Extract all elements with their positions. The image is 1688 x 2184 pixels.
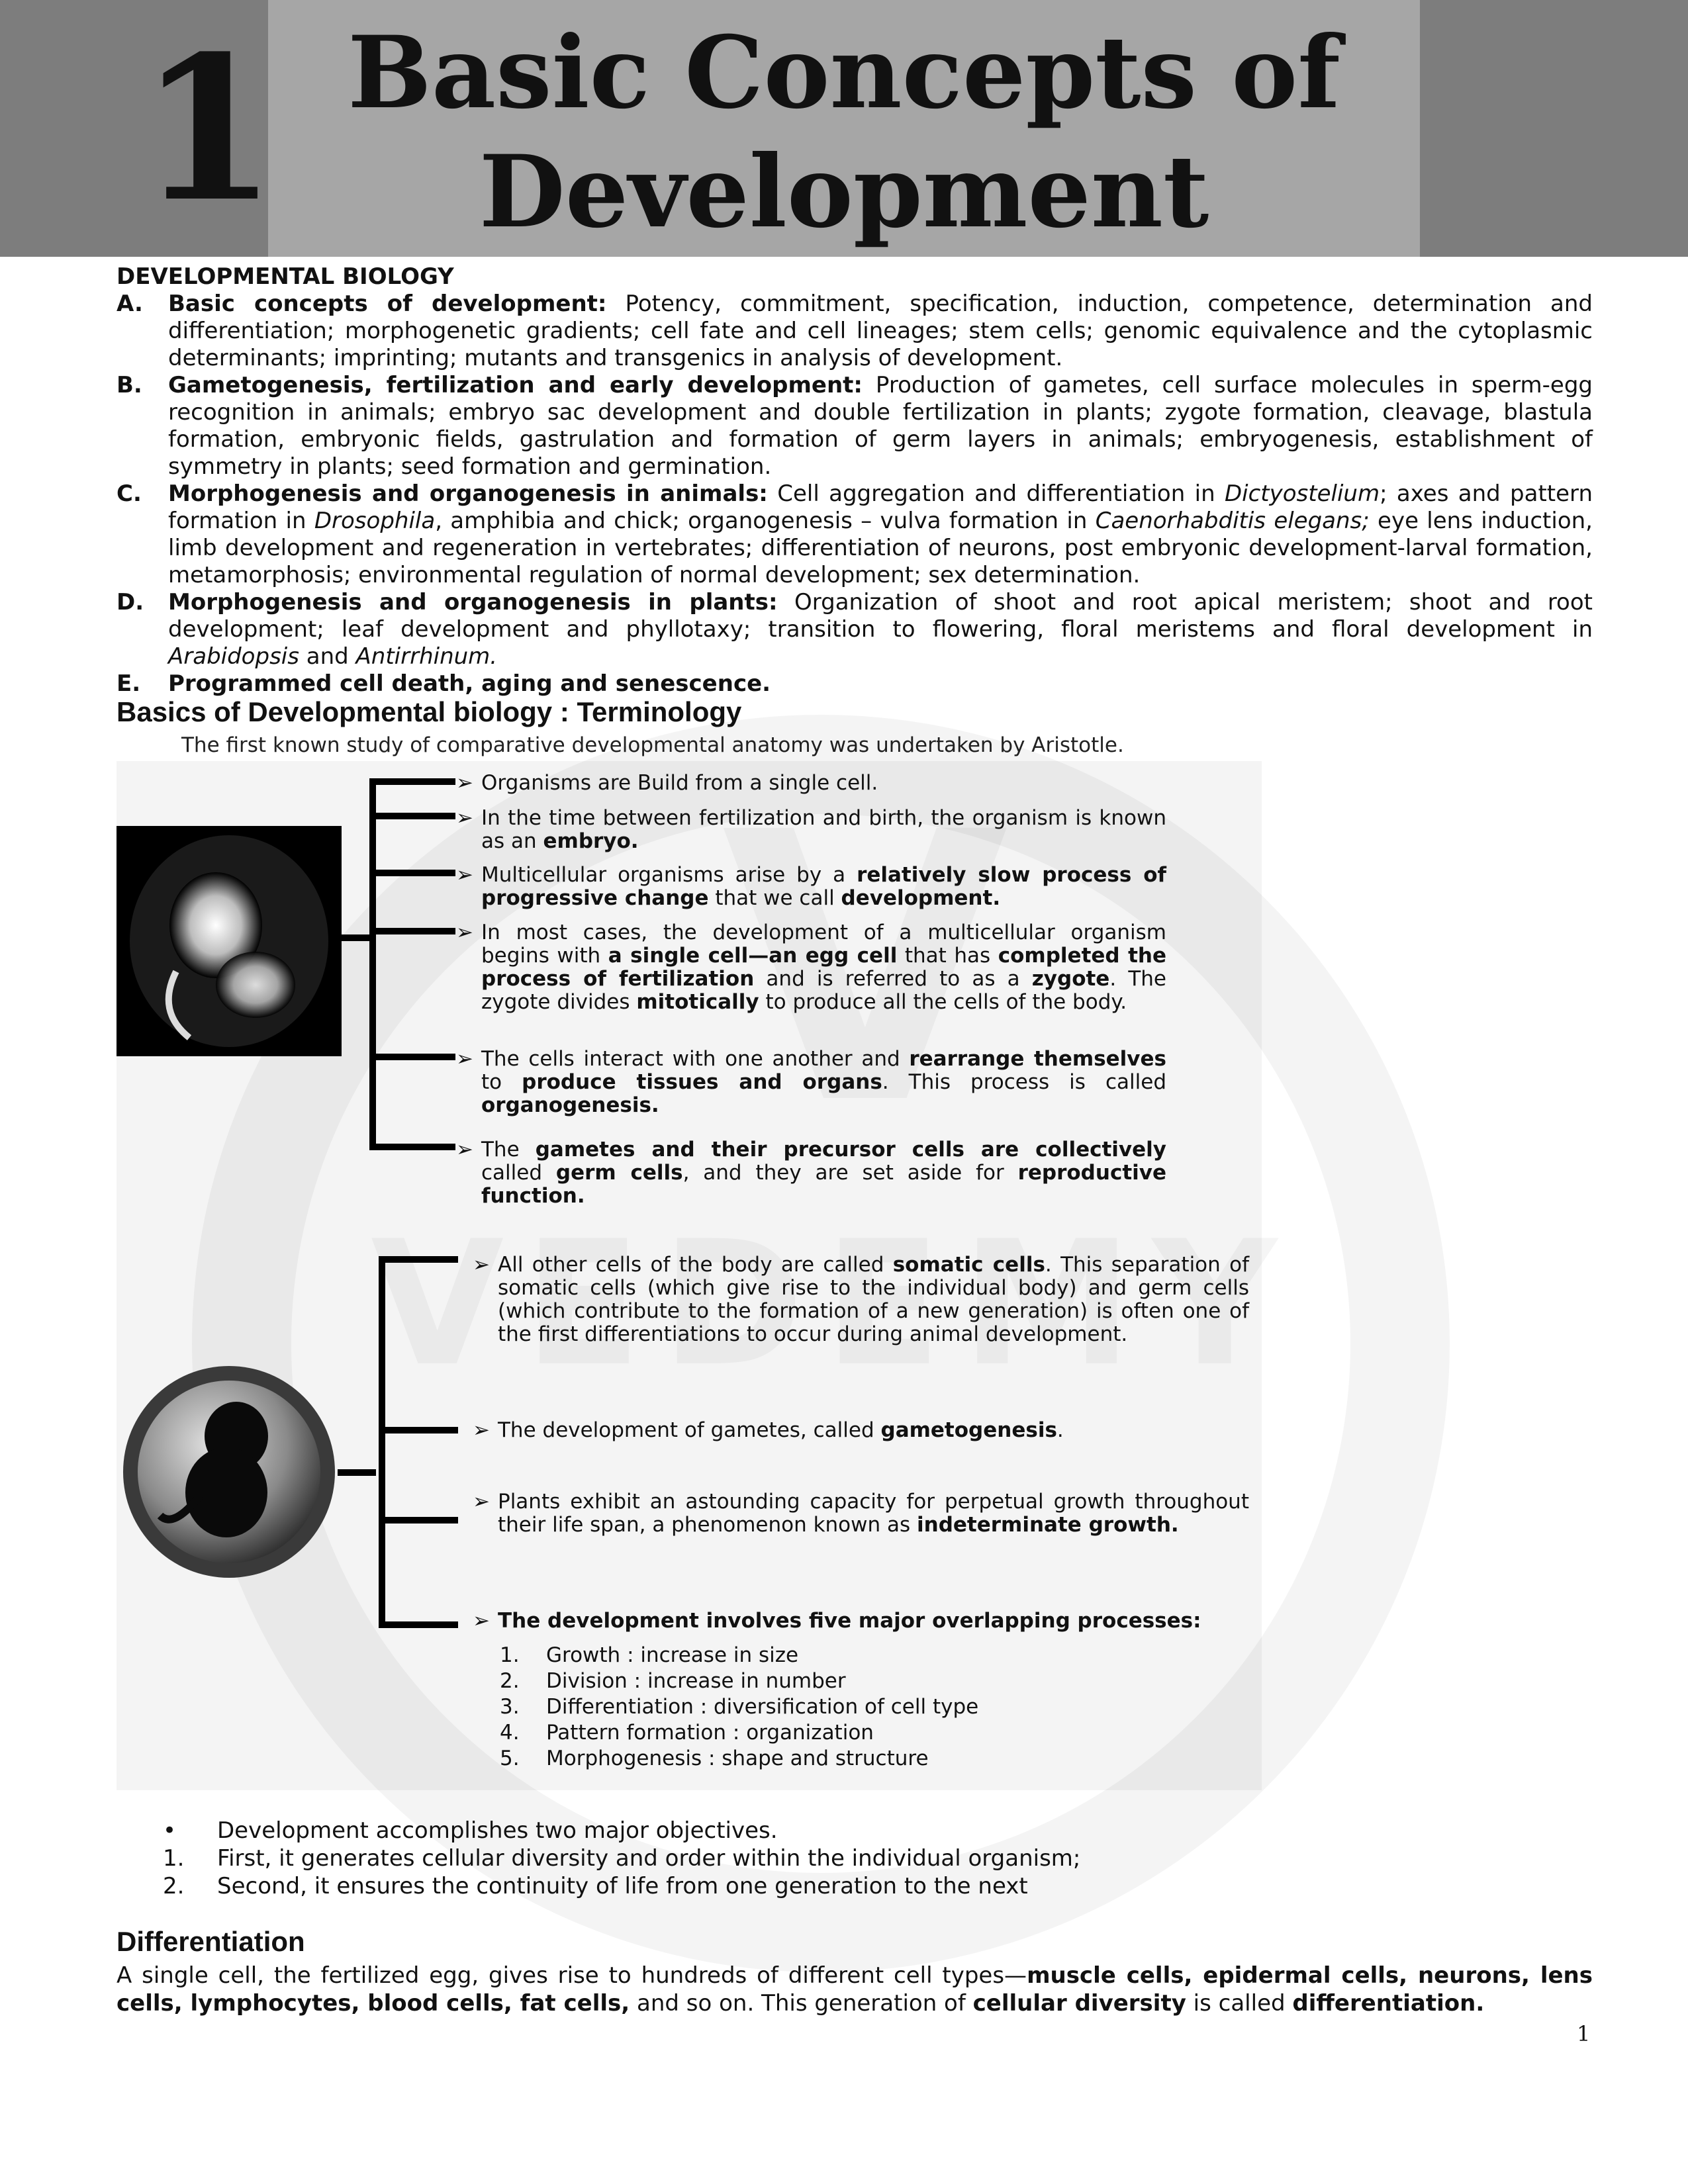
species-name: Dictyostelium	[1224, 480, 1380, 507]
bullet-bold: rearrange themselves	[909, 1047, 1166, 1071]
bullet-bold: gametes and their precursor cells are collectively	[535, 1138, 1166, 1161]
item-text: Cell aggregation and differentiation in	[767, 480, 1225, 507]
term-bullet	[456, 921, 1167, 1014]
bullet-bold: germ cells	[555, 1161, 683, 1185]
arrow-icon: ➢	[473, 1418, 490, 1442]
syllabus-heading: DEVELOPMENTAL BIOLOGY	[117, 263, 454, 290]
arrow-icon: ➢	[456, 921, 473, 944]
para-text: and so on. This generation of	[630, 1990, 973, 2017]
bullet-text: to	[481, 1070, 522, 1094]
bullet-text: to produce all the cells of the body.	[759, 990, 1127, 1014]
syllabus-item-c	[117, 480, 1593, 589]
list-text: Division : increase in number	[546, 1669, 846, 1693]
bullet-bold: development.	[841, 886, 1001, 910]
list-number: 4.	[500, 1721, 520, 1745]
syllabus-item-b	[117, 372, 1593, 480]
objectives-list	[117, 1817, 1573, 1900]
bullet-text: In the time between fertilization and birth, the organism is known as an	[481, 806, 1166, 853]
term-bullet	[456, 1047, 1166, 1117]
item-text: Organization of shoot and root apical meristem; shoot and root development; leaf development and phyllotaxy; transition to flowering, floral meristems and floral development in	[168, 589, 1593, 643]
para-text: is called	[1186, 1990, 1293, 2017]
bullet-bold: somatic cells	[892, 1253, 1045, 1277]
bullet-text: that we call	[708, 886, 841, 910]
item-heading: Programmed cell death, aging and senescence.	[168, 670, 771, 697]
list-text: Development accomplishes two major objectives.	[217, 1817, 778, 1844]
bullet-text: The	[481, 1138, 536, 1161]
bullet-bold: reproductive function.	[481, 1161, 1166, 1208]
list-item	[500, 1720, 978, 1746]
item-text: Potency, commitment, specification, induction, competence, determination and differentiation; morphogenetic gradients; cell fate and cell lineages; stem cells; genomic equivalence and the cytoplasmic determinants; imprinting; mutants and transgenics in analysis of development.	[168, 291, 1593, 371]
connector-branch	[379, 1621, 458, 1628]
list-item	[500, 1694, 978, 1720]
chapter-title-line1: Basic Concepts of	[348, 15, 1340, 131]
syllabus-item-a	[117, 291, 1593, 372]
list-item	[117, 1844, 1573, 1872]
arrow-icon: ➢	[473, 1490, 490, 1514]
bullet-bold: embryo.	[543, 829, 639, 853]
bullet-bold: zygote	[1031, 967, 1110, 991]
bullet-bold: a single cell—an egg cell	[608, 944, 898, 968]
list-text: Growth : increase in size	[546, 1643, 799, 1667]
bullet-text: , and they are set aside for	[682, 1161, 1018, 1185]
bullet-bold: organogenesis.	[481, 1093, 659, 1117]
list-item	[500, 1668, 978, 1694]
connector-trunk	[379, 1256, 385, 1628]
list-number: 5.	[500, 1747, 520, 1770]
list-item	[117, 1872, 1573, 1900]
bullet-bold: completed the process of fertilization	[481, 944, 1167, 991]
bullet-text: called	[481, 1161, 556, 1185]
list-item	[117, 1817, 1573, 1844]
item-heading: Morphogenesis and organogenesis in animals:	[168, 480, 768, 507]
item-label: D.	[117, 589, 144, 615]
chapter-number: 1	[139, 12, 277, 246]
list-text: Differentiation : diversification of cell type	[546, 1695, 979, 1719]
syllabus-item-d	[117, 589, 1593, 670]
arrow-icon: ➢	[456, 806, 473, 830]
species-name: Caenorhabditis elegans;	[1095, 508, 1370, 534]
syllabus	[117, 263, 1593, 698]
item-label: B.	[117, 372, 142, 398]
term-bullet	[456, 771, 1166, 795]
differentiation-title: Differentiation	[117, 1926, 305, 1957]
list-marker: 2.	[163, 1873, 185, 1899]
connector-branch	[379, 1256, 458, 1263]
bullet-bold: The development involves five major overlapping processes:	[498, 1609, 1201, 1633]
connector-branch	[369, 813, 455, 819]
bullet-text: . The zygote divides	[481, 967, 1166, 1014]
item-text: ; axes and pattern formation in	[168, 480, 1593, 534]
item-heading: Basic concepts of development:	[168, 291, 607, 317]
bullet-text: and is referred to as a	[754, 967, 1032, 991]
connector-line	[342, 934, 372, 941]
arrow-icon: ➢	[456, 771, 473, 795]
item-heading: Morphogenesis and organogenesis in plants:	[168, 589, 778, 615]
chapter-header	[0, 0, 1688, 257]
chapter-title-line2: Development	[479, 134, 1209, 250]
terminology-title: Basics of Developmental biology : Terminology	[117, 696, 742, 727]
connector-branch	[379, 1517, 458, 1524]
connector-branch	[369, 1054, 455, 1060]
bullet-text: . This separation of somatic cells (which give rise to the individual body) and germ cells (which contribute to the formation of a new generation) is often one of the first differentiations to occur during animal development.	[498, 1253, 1249, 1346]
item-label: E.	[117, 670, 141, 697]
arrow-icon: ➢	[456, 1138, 473, 1161]
connector-branch	[379, 1427, 458, 1433]
term-bullet	[473, 1609, 1249, 1633]
process-list	[500, 1643, 978, 1772]
para-text: A single cell, the fertilized egg, gives rise to hundreds of different cell types—	[117, 1962, 1027, 1989]
item-text: and	[299, 643, 356, 670]
connector-trunk	[369, 778, 376, 1150]
list-item	[500, 1746, 978, 1772]
item-label: C.	[117, 480, 142, 507]
para-bold: differentiation.	[1292, 1990, 1485, 2017]
syllabus-item-e	[117, 670, 1593, 698]
bullet-bold: gametogenesis	[880, 1418, 1057, 1442]
embryo-photo	[117, 826, 342, 1056]
differentiation-text	[117, 1962, 1593, 2017]
list-number: 2.	[500, 1669, 520, 1693]
para-bold: cellular diversity	[972, 1990, 1186, 2017]
list-text: Morphogenesis : shape and structure	[546, 1747, 929, 1770]
connector-branch	[369, 1144, 455, 1150]
arrow-icon: ➢	[456, 1047, 473, 1071]
list-number: 1.	[500, 1643, 520, 1667]
bullet-text: In most cases, the development of a multicellular organism begins with	[481, 921, 1166, 968]
connector-branch	[369, 778, 455, 785]
list-marker: 1.	[163, 1845, 185, 1872]
bullet-bold: indeterminate growth.	[917, 1513, 1179, 1537]
page-number: 1	[1577, 2021, 1591, 2046]
item-heading: Gametogenesis, fertilization and early development:	[168, 372, 863, 398]
list-text: Pattern formation : organization	[546, 1721, 874, 1745]
bullet-text: Multicellular organisms arise by a	[481, 863, 857, 887]
list-item	[500, 1643, 978, 1668]
bullet-text: Organisms are Build from a single cell.	[481, 771, 878, 795]
bullet-bold: produce tissues and organs	[522, 1070, 882, 1094]
list-number: 3.	[500, 1695, 520, 1719]
list-text: First, it generates cellular diversity and order within the individual organism;	[217, 1845, 1081, 1872]
para-bold: muscle cells, epidermal cells, neurons, lens cells, lymphocytes, blood cells, fat cells,	[117, 1962, 1593, 2017]
species-name: Antirrhinum.	[355, 643, 498, 670]
term-bullet	[473, 1490, 1249, 1537]
connector-branch	[369, 928, 455, 934]
list-marker: •	[163, 1817, 177, 1844]
bullet-text: The cells interact with one another and	[481, 1047, 910, 1071]
item-text: , amphibia and chick; organogenesis – vulva formation in	[435, 508, 1096, 534]
bullet-text: .	[1056, 1418, 1064, 1442]
bullet-bold: relatively slow process of progressive change	[481, 863, 1166, 910]
bullet-text: Plants exhibit an astounding capacity for perpetual growth throughout their life span, a phenomenon known as	[498, 1490, 1249, 1537]
arrow-icon: ➢	[473, 1609, 490, 1633]
term-bullet	[456, 1138, 1166, 1208]
bullet-bold: mitotically	[636, 990, 759, 1014]
bullet-text: All other cells of the body are called	[498, 1253, 893, 1277]
bullet-text: . This process is called	[882, 1070, 1166, 1094]
term-bullet	[456, 806, 1166, 853]
item-text: Production of gametes, cell surface molecules in sperm-egg recognition in animals; embryo sac development and double fertilization in plants; zygote formation, cleavage, blastula formation, embryonic fields, gastrulation and formation of germ layers in animals; embryogenesis, establishment of symmetry in plants; seed formation and germination.	[168, 372, 1593, 480]
terminology-intro: The first known study of comparative developmental anatomy was undertaken by Aristotle.	[181, 733, 1124, 757]
item-text: eye lens induction, limb development and regeneration in vertebrates; differentiation of neurons, post embryonic development-larval formation, metamorphosis; environmental regulation of normal development; sex determination.	[168, 508, 1593, 588]
arrow-icon: ➢	[473, 1253, 490, 1277]
chapter-title	[268, 13, 1420, 251]
species-name: Arabidopsis	[168, 643, 299, 670]
connector-branch	[369, 870, 455, 876]
term-bullet	[473, 1253, 1249, 1346]
item-label: A.	[117, 291, 143, 317]
term-bullet	[473, 1418, 1249, 1442]
fetus-icon	[120, 1363, 338, 1580]
bullet-text: The development of gametes, called	[498, 1418, 881, 1442]
arrow-icon: ➢	[456, 863, 473, 887]
species-name: Drosophila	[314, 508, 436, 534]
term-bullet	[456, 863, 1166, 910]
bullet-text: that has	[897, 944, 998, 968]
list-text: Second, it ensures the continuity of life from one generation to the next	[217, 1873, 1028, 1899]
connector-line	[338, 1469, 376, 1476]
